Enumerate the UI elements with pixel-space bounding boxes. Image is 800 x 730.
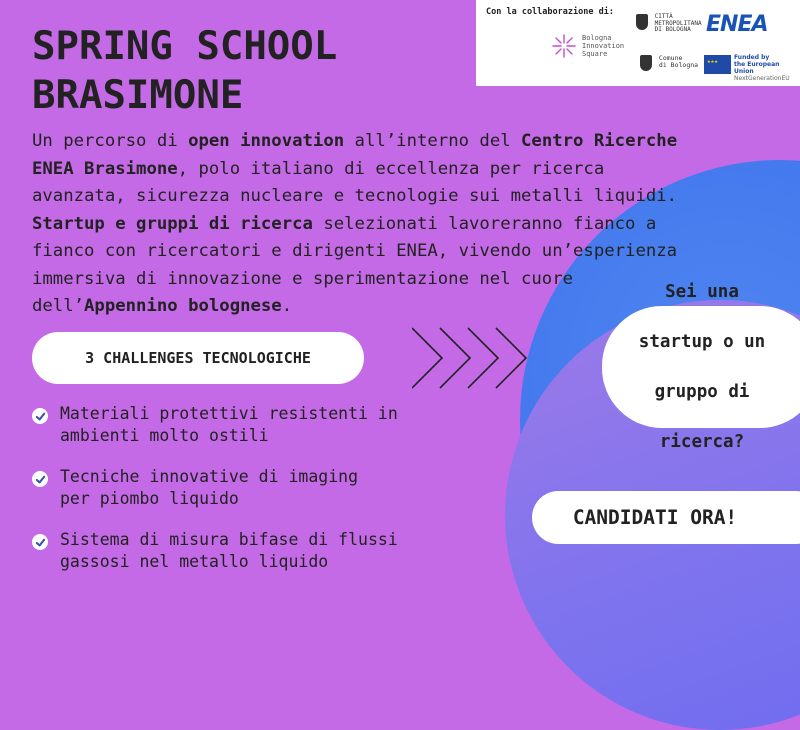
intro-paragraph: Un percorso di open innovation all’interno del Centro Ricerche ENEA Brasimone, polo italiano di eccellenza per ricerca avanzata, sicurezza nucleare e tecnologie sui metalli liquidi. Startup e gruppi di ricerca selezionati lavoreranno fianco a fianco con ricercatori e dirigenti ENEA, vivendo un’esperienza immersiva di innovazione e sperimentazione nel cuore dell’Appennino bolognese.	[32, 131, 678, 316]
title-line-1: SPRING SCHOOL	[32, 24, 338, 69]
challenge-text: Materiali protettivi resistenti in ambienti molto ostili	[60, 404, 398, 445]
challenge-item	[32, 403, 462, 447]
enea-logo: ENEA	[706, 12, 768, 37]
cta-question-bubble	[602, 281, 800, 452]
comune-bologna-logo: Comune di Bologna	[640, 55, 698, 71]
title-line-2: BRASIMONE	[32, 73, 244, 118]
check-icon	[32, 471, 48, 487]
challenge-item	[32, 529, 462, 573]
challenge-text: Tecniche innovative di imaging per piombo liquido	[60, 467, 359, 508]
challenge-text: Sistema di misura bifase di flussi gassosi nel metallo liquido	[60, 530, 398, 571]
page-title	[32, 22, 337, 120]
cta-question-text: Sei una startup o un gruppo di ricerca?	[638, 281, 766, 452]
shield-icon	[640, 55, 652, 71]
check-icon	[32, 408, 48, 424]
collab-label: Con la collaborazione di:	[486, 7, 614, 17]
check-icon	[32, 534, 48, 550]
challenges-heading: 3 CHALLENGES TECNOLOGICHE	[32, 332, 364, 384]
apply-now-label: CANDIDATI ORA!	[572, 506, 738, 529]
partner-logos-panel	[476, 0, 800, 86]
challenge-item	[32, 466, 462, 510]
eu-funding-text: Funded by the European Union NextGenerationEU	[734, 54, 790, 82]
shield-icon	[636, 14, 648, 30]
citta-metropolitana-logo: CITTÀ METROPOLITANA DI BOLOGNA	[636, 14, 702, 34]
apply-now-button[interactable]	[532, 491, 800, 544]
eu-flag-icon	[704, 55, 731, 74]
chevrons-right-icon	[412, 326, 530, 390]
bis-logo-text: Bologna Innovation Square	[582, 34, 625, 58]
bis-logo-icon	[552, 34, 576, 58]
